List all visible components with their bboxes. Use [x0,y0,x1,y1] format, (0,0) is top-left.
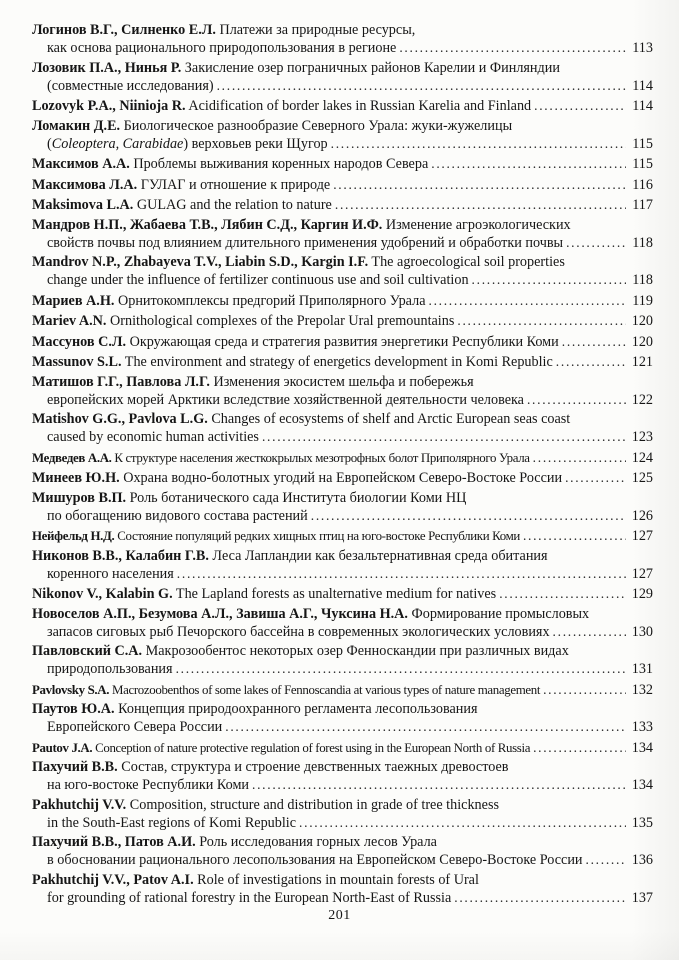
author-names: Massunov S.L. [32,354,122,370]
toc-line [32,97,653,115]
title-text: Окружающая среда и стратегия развития энергетики Республики Коми [126,333,559,350]
page-ref-number: 117 [632,197,653,213]
toc-entry [32,411,653,446]
page-ref-number: 113 [632,40,653,56]
toc-entry [32,872,653,907]
toc-line [32,312,653,330]
dot-leader [527,391,626,409]
title-text: ) верховьев реки Щугор [183,135,328,152]
toc-list [32,22,653,909]
dot-leader [454,889,626,907]
toc-entry [32,353,653,371]
author-names: Ломакин Д.Е. [32,117,121,134]
latin-species-name: Coleoptera, Carabidae [51,135,184,152]
toc-line [32,271,653,289]
toc-line [32,797,653,814]
toc-line [32,217,653,234]
page-ref-number: 115 [632,156,653,172]
author-names: Мишуров В.П. [32,489,127,506]
dot-leader [262,428,626,446]
title-text: Changes of ecosystems of shelf and Arctic European seas coast [207,411,571,427]
title-text: Макрозообентос некоторых озер Фенноскандии при различных видах [142,643,569,659]
toc-entry [32,97,653,115]
title-text: Изменения экосистем шельфа и побережья [209,373,474,390]
author-names: Матишов Г.Г., Павлова Л.Г. [32,373,210,390]
title-text: ( [47,135,52,152]
toc-line [32,333,653,351]
toc-line [32,353,653,371]
dot-leader [333,176,626,194]
page-ref-number: 127 [631,565,653,582]
toc-entry [32,292,653,310]
page-ref-number: 124 [631,449,653,466]
toc-entry [32,254,653,289]
toc-entry [32,196,653,214]
author-names: Минеев Ю.Н. [32,470,120,486]
title-text: Состояние популяций редких хищных птиц на юго-востоке Республики Коми [114,529,520,543]
title-text: природопользования [47,661,173,677]
toc-entry [32,118,653,153]
dot-leader [225,718,626,736]
title-text: свойств почвы под влиянием длительного применения удобрений и обработки почвы [47,234,564,251]
title-text: европейских морей Арктики вследствие хозяйственной деятельности человека [47,391,524,408]
toc-line [32,374,653,391]
dot-leader [556,353,626,371]
page-ref-number: 119 [632,292,653,309]
toc-entry [32,643,653,678]
page-ref-number: 134 [631,777,653,793]
page-ref-number: 122 [631,391,653,408]
page-ref-number: 114 [632,98,653,114]
page-ref-number: 127 [631,528,653,544]
dot-leader [499,585,626,603]
toc-entry [32,449,653,467]
author-names: Лозовик П.А., Нинья Р. [32,59,182,76]
toc-entry [32,312,653,330]
toc-line [32,623,653,641]
page-ref-number: 132 [631,681,653,698]
toc-entry [32,469,653,487]
author-names: Новоселов А.П., Безумова А.Л., Завиша А.Г., Чуксина Н.А. [32,605,408,622]
dot-leader [566,234,626,252]
toc-line [32,681,653,699]
title-text: Ornithological complexes of the Prepolar Ural premountains [106,313,455,329]
toc-line [32,851,653,869]
toc-entry [32,759,653,794]
page-ref-number: 129 [631,586,653,602]
title-text: Роль ботанического сада Института биологии Коми НЦ [126,489,467,506]
toc-entry [32,490,653,525]
title-text: in the South-East regions of Komi Republic [47,814,297,831]
toc-entry [32,217,653,252]
toc-line [32,814,653,832]
title-text: Состав, структура и строение девственных таежных древостоев [117,759,509,775]
author-names: Медведев А.А. [32,450,112,465]
toc-line [32,254,653,271]
title-text: Леса Лапландии как безальтернативная среда обитания [208,547,548,564]
toc-line [32,527,653,545]
toc-line [32,39,653,57]
toc-entry [32,333,653,351]
author-names: Никонов В.В., Калабин Г.В. [32,547,209,564]
page-ref-number: 116 [632,176,653,193]
dot-leader [543,681,626,699]
title-text: по обогащению видового состава растений [47,507,308,524]
title-text: Acidification of border lakes in Russian Karelia and Finland [185,98,532,114]
dot-leader [553,623,626,641]
dot-leader [431,155,626,173]
toc-line [32,196,653,214]
dot-leader [457,312,626,330]
toc-line [32,411,653,428]
title-text: Европейского Севера России [47,719,223,735]
dot-leader [472,271,626,289]
toc-line [32,469,653,487]
dot-leader [533,739,626,757]
author-names: Пахучий В.В. [32,759,118,775]
toc-line [32,22,653,39]
toc-line [32,176,653,194]
title-text: как основа рационального природопользования в регионе [47,40,397,56]
toc-entry [32,527,653,545]
title-text: The environment and strategy of energetics development in Komi Republic [121,354,553,370]
toc-entry [32,797,653,832]
toc-line [32,449,653,467]
author-names: Мандров Н.П., Жабаева Т.В., Лябин С.Д., Каргин И.Ф. [32,216,383,233]
toc-line [32,739,653,757]
toc-line [32,155,653,173]
author-names: Mariev A.N. [32,313,107,329]
author-names: Мариев А.Н. [32,292,115,309]
title-text: Role of investigations in mountain forests of Ural [193,871,479,888]
author-names: Паутов Ю.А. [32,701,115,717]
toc-line [32,889,653,907]
toc-line [32,60,653,77]
title-text: (совместные исследования) [47,77,214,94]
toc-line [32,872,653,889]
author-names: Pautov J.A. [32,740,93,755]
title-text: GULAG and the relation to nature [133,197,332,213]
author-names: Пахучий В.В., Патов А.И. [32,834,196,850]
page-ref-number: 125 [631,470,653,486]
toc-line [32,643,653,660]
title-text: Биологическое разнообразие Северного Урала: жуки-жужелицы [120,117,513,134]
dot-leader [176,660,626,678]
toc-line [32,606,653,623]
title-text: change under the influence of fertilizer continuous use and soil cultivation [47,272,469,288]
toc-line [32,565,653,583]
dot-leader [299,814,626,832]
dot-leader [335,196,626,214]
dot-leader [331,135,626,153]
toc-line [32,776,653,794]
title-text: caused by economic human activities [47,429,259,445]
toc-line [32,585,653,603]
page-ref-number: 115 [632,135,653,152]
toc-line [32,507,653,525]
toc-entry [32,739,653,757]
toc-entry [32,585,653,603]
dot-leader [177,565,626,583]
dot-leader [252,776,626,794]
toc-line [32,660,653,678]
title-text: Macrozoobenthos of some lakes of Fennoscandia at various types of nature management [109,682,541,697]
title-text: Формирование промысловых [407,605,590,622]
toc-line [32,428,653,446]
author-names: Логинов В.Г., Силненко Е.Л. [32,22,216,38]
toc-entry [32,22,653,57]
page-ref-number: 135 [631,814,653,831]
title-text: The Lapland forests as unalternative medium for natives [172,586,497,602]
author-names: Matishov G.G., Pavlova L.G. [32,411,208,427]
dot-leader [399,39,626,57]
toc-line [32,292,653,310]
title-text: Изменение агроэкологических [382,216,571,233]
toc-line [32,118,653,135]
toc-entry [32,701,653,736]
author-names: Maksimova L.A. [32,197,134,213]
title-text: запасов сиговых рыб Печорского бассейна в современных экологических условиях [47,623,550,640]
dot-leader [429,292,627,310]
dot-leader [565,469,626,487]
page-ref-number: 134 [631,739,653,756]
toc-line [32,135,653,153]
title-text: Роль исследования горных лесов Урала [195,834,437,850]
title-text: Концепция природоохранного регламента лесопользования [114,701,478,717]
author-names: Pavlovsky S.A. [32,682,110,697]
page-ref-number: 120 [631,313,653,329]
toc-line [32,834,653,851]
dot-leader [217,77,626,95]
toc-entry [32,155,653,173]
author-names: Lozovyk P.A., Niinioja R. [32,98,186,114]
page-ref-number: 118 [632,272,653,288]
toc-entry [32,834,653,869]
title-text: Conception of nature protective regulation of forest using in the European North of Russia [92,740,531,755]
toc-entry [32,374,653,409]
title-text: на юго-востоке Республики Коми [47,777,250,793]
author-names: Максимова Л.А. [32,176,138,193]
title-text: Охрана водно-болотных угодий на Европейском Северо-Востоке России [119,470,563,486]
page-ref-number: 126 [631,507,653,524]
toc-entry [32,606,653,641]
page-ref-number: 121 [631,354,653,370]
title-text: Composition, structure and distribution in grade of tree thickness [126,796,499,813]
page-ref-number: 133 [631,719,653,735]
footer-page-number: 201 [328,908,351,923]
page-ref-number: 130 [631,623,653,640]
toc-entry [32,176,653,194]
toc-line [32,391,653,409]
toc-line [32,759,653,776]
title-text: Проблемы выживания коренных народов Севера [129,156,429,172]
toc-line [32,718,653,736]
toc-line [32,234,653,252]
title-text: в обосновании рационального лесопользования на Европейском Северо-Востоке России [47,852,583,868]
author-names: Массунов С.Л. [32,333,127,350]
title-text: for grounding of rational forestry in the European North-East of Russia [47,889,452,906]
page-ref-number: 137 [631,889,653,906]
page-ref-number: 114 [632,77,653,94]
author-names: Mandrov N.P., Zhabayeva T.V., Liabin S.D., Kargin I.F. [32,254,369,270]
toc-entry [32,548,653,583]
toc-line [32,490,653,507]
title-text: The agroecological soil properties [368,254,565,270]
toc-line [32,77,653,95]
page-ref-number: 131 [631,661,653,677]
author-names: Nikonov V., Kalabin G. [32,586,173,602]
title-text: Закисление озер пограничных районов Карелии и Финляндии [181,59,560,76]
title-text: К структуре населения жесткокрылых мезотрофных болот Приполярного Урала [111,450,530,465]
page-ref-number: 123 [631,429,653,445]
toc-entry [32,60,653,95]
dot-leader [523,527,626,545]
dot-leader [533,449,626,467]
title-text: Орнитокомплексы предгорий Приполярного Урала [114,292,426,309]
title-text: ГУЛАГ и отношение к природе [137,176,331,193]
author-names: Павловский С.А. [32,643,143,659]
author-names: Pakhutchij V.V., Patov A.I. [32,871,194,888]
dot-leader [562,333,626,351]
dot-leader [586,851,626,869]
toc-line [32,701,653,718]
title-text: коренного населения [47,565,174,582]
toc-line [32,548,653,565]
author-names: Pakhutchij V.V. [32,796,127,813]
author-names: Нейфельд Н.Д. [32,529,115,543]
page-ref-number: 118 [632,234,653,251]
author-names: Максимов А.А. [32,156,130,172]
title-text: Платежи за природные ресурсы, [215,22,416,38]
page-ref-number: 120 [631,333,653,350]
page-ref-number: 136 [631,852,653,868]
dot-leader [534,97,626,115]
dot-leader [311,507,626,525]
toc-entry [32,681,653,699]
